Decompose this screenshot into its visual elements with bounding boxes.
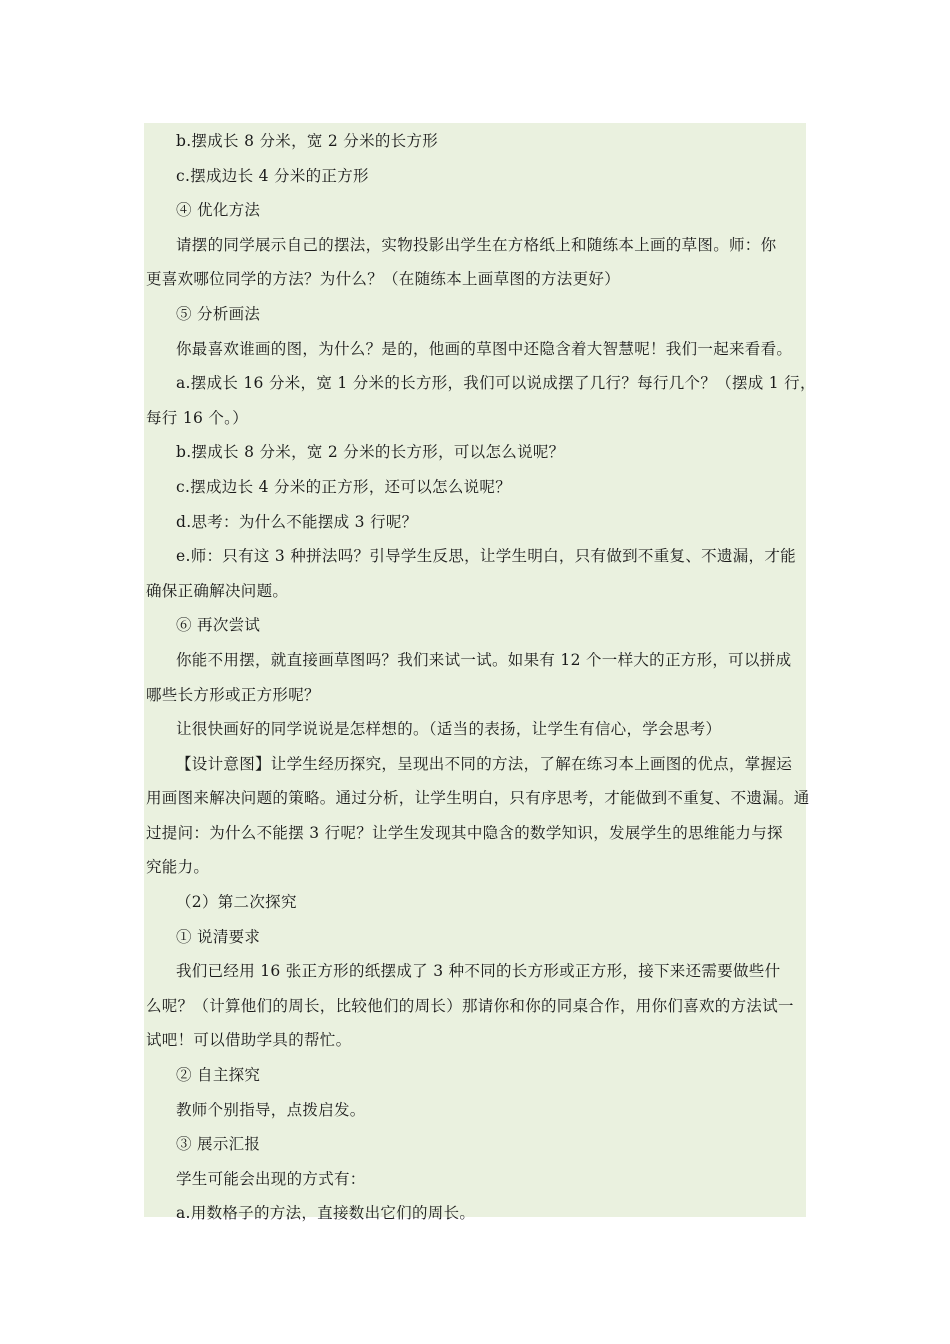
text-line: a.用数格子的方法，直接数出它们的周长。	[176, 1204, 476, 1223]
text-line: 试吧！可以借助学具的帮忙。	[146, 1031, 352, 1050]
text-line: ④ 优化方法	[176, 201, 261, 220]
text-line: 请摆的同学展示自己的摆法，实物投影出学生在方格纸上和随练本上画的草图。师：你	[176, 235, 777, 254]
text-line: e.师：只有这 3 种拼法吗？引导学生反思，让学生明白，只有做到不重复、不遗漏，才能	[176, 547, 796, 566]
text-line: c.摆成边长 4 分米的正方形	[176, 166, 369, 185]
text-line: 哪些长方形或正方形呢？	[146, 685, 320, 704]
text-line: 每行 16 个。）	[146, 408, 249, 427]
text-line: 让很快画好的同学说说是怎样想的。（适当的表扬，让学生有信心，学会思考）	[176, 720, 722, 739]
text-line: ③ 展示汇报	[176, 1135, 261, 1154]
text-line: b.摆成长 8 分米，宽 2 分米的长方形，可以怎么说呢？	[176, 443, 565, 462]
text-line: 究能力。	[146, 858, 210, 877]
text-line: d.思考：为什么不能摆成 3 行呢？	[176, 512, 418, 531]
text-line: ⑤ 分析画法	[176, 304, 261, 323]
text-line: 学生可能会出现的方式有：	[176, 1169, 366, 1188]
text-line: 我们已经用 16 张正方形的纸摆成了 3 种不同的长方形或正方形，接下来还需要做些什	[176, 962, 781, 981]
text-line: 你最喜欢谁画的图，为什么？是的，他画的草图中还隐含着大智慧呢！我们一起来看看。	[176, 339, 793, 358]
document-body	[144, 123, 816, 1223]
text-line: 教师个别指导，点拨启发。	[176, 1100, 366, 1119]
text-line: 你能不用摆，就直接画草图吗？我们来试一试。如果有 12 个一样大的正方形，可以拼成	[176, 650, 792, 669]
text-line: ② 自主探究	[176, 1066, 261, 1085]
text-line: 用画图来解决问题的策略。通过分析，让学生明白，只有序思考，才能做到不重复、不遗漏。通	[146, 789, 810, 808]
text-line: b.摆成长 8 分米，宽 2 分米的长方形	[176, 132, 439, 150]
text-line: a.摆成长 16 分米，宽 1 分米的长方形，我们可以说成摆了几行？每行几个？（摆成 1 行，	[176, 374, 816, 393]
text-line: ⑥ 再次尝试	[176, 616, 261, 635]
text-line: 么呢？（计算他们的周长，比较他们的周长）那请你和你的同桌合作，用你们喜欢的方法试一	[146, 996, 794, 1015]
text-line: （2）第二次探究	[176, 893, 297, 912]
text-line: ① 说清要求	[176, 927, 261, 946]
text-line: c.摆成边长 4 分米的正方形，还可以怎么说呢？	[176, 477, 512, 496]
text-line: 更喜欢哪位同学的方法？为什么？（在随练本上画草图的方法更好）	[146, 270, 621, 289]
text-line: 过提问：为什么不能摆 3 行呢？让学生发现其中隐含的数学知识，发展学生的思维能力与探	[146, 823, 783, 842]
text-line: 确保正确解决问题。	[146, 581, 289, 600]
text-line: 【设计意图】让学生经历探究，呈现出不同的方法，了解在练习本上画图的优点，掌握运	[176, 754, 793, 773]
